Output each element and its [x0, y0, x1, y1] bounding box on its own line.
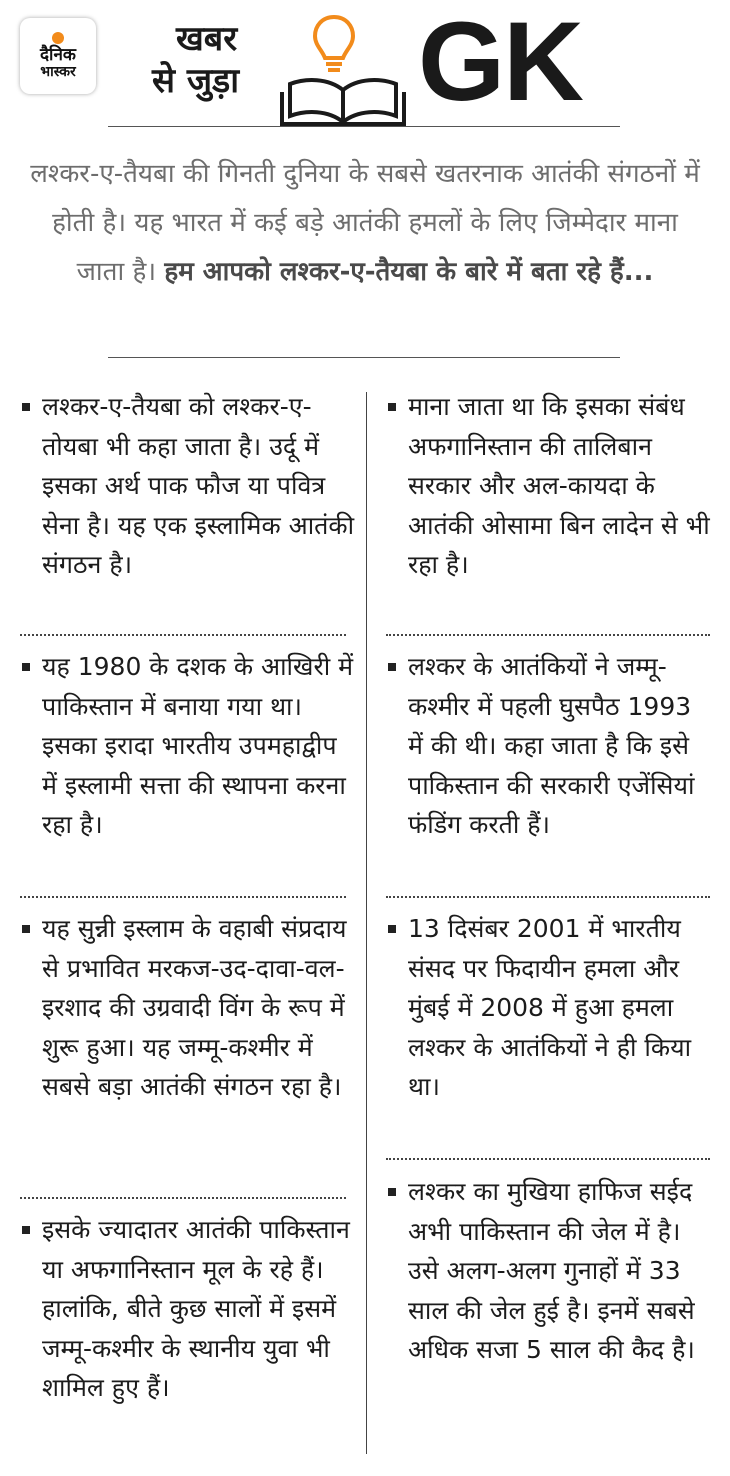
bullet-icon	[22, 925, 30, 933]
column-divider	[366, 392, 367, 1454]
fact-item-right-1	[386, 387, 711, 585]
dotted-separator	[386, 634, 710, 636]
logo-text-line2: भास्कर	[40, 64, 76, 80]
intro-rule	[108, 357, 620, 358]
header-title-line1: खबर	[176, 19, 238, 59]
logo-text-line1: दैनिक	[40, 45, 76, 65]
fact-item-left-2	[20, 647, 355, 845]
bullet-icon	[388, 663, 396, 671]
open-book-icon	[278, 76, 408, 128]
fact-text: लश्कर के आतंकियों ने जम्मू-कश्मीर में पहली घुसपैठ 1993 में की थी। कहा जाता है कि इसे पाकिस्तान की सरकारी एजेंसियां फंडिंग करती हैं।	[408, 652, 695, 839]
bullet-icon	[388, 1188, 396, 1196]
bullet-icon	[22, 663, 30, 671]
fact-item-left-1	[20, 387, 355, 585]
dotted-separator	[20, 1197, 346, 1199]
fact-item-right-2	[386, 647, 711, 845]
fact-text: इसके ज्यादातर आतंकी पाकिस्तान या अफगानिस्तान मूल के रहे हैं। हालांकि, बीते कुछ सालों में इसमें जम्मू-कश्मीर के स्थानीय युवा भी शामिल हुए हैं।	[42, 1215, 350, 1402]
dotted-separator	[20, 896, 346, 898]
header-title-line2: से जुड़ा	[152, 61, 240, 101]
bullet-icon	[22, 1226, 30, 1234]
intro-bold-text: हम आपको लश्कर-ए-तैयबा के बारे में बता रहे हैं...	[164, 257, 654, 287]
dotted-separator	[20, 634, 346, 636]
intro-text: लश्कर-ए-तैयबा की गिनती दुनिया के सबसे खतरनाक आतंकी संगठनों में होती है। यह भारत में कई बड़े आतंकी हमलों के लिए जिम्मेदार माना जाता है।	[30, 159, 700, 287]
fact-text: यह 1980 के दशक के आखिरी में पाकिस्तान में बनाया गया था। इसका इरादा भारतीय उपमहाद्वीप में इस्लामी सत्ता की स्थापना करना रहा है।	[42, 652, 354, 839]
fact-text: लश्कर का मुखिया हाफिज सईद अभी पाकिस्तान की जेल में है। उसे अलग-अलग गुनाहों में 33 साल की जेल हुई है। इनमें सबसे अधिक सजा 5 साल की कैद है।	[408, 1177, 695, 1364]
fact-text: यह सुन्नी इस्लाम के वहाबी संप्रदाय से प्रभावित मरकज-उद-दावा-वल-इरशाद की उग्रवादी विंग के रूप में शुरू हुआ। यह जम्मू-कश्मीर में सबसे बड़ा आतंकी संगठन रहा है।	[42, 914, 347, 1101]
fact-text: लश्कर-ए-तैयबा को लश्कर-ए-तोयबा भी कहा जाता है। उर्दू में इसका अर्थ पाक फौज या पवित्र सेना है। यह एक इस्लामिक आतंकी संगठन है।	[42, 392, 355, 579]
lightbulb-icon	[312, 14, 356, 80]
intro-paragraph	[28, 150, 702, 297]
header-title	[152, 18, 284, 102]
fact-text: 13 दिसंबर 2001 में भारतीय संसद पर फिदायीन हमला और मुंबई में 2008 में हुआ हमला लश्कर के आतंकियों ने ही किया था।	[408, 914, 692, 1101]
header-rule	[108, 126, 620, 127]
dotted-separator	[386, 1158, 710, 1160]
bullet-icon	[388, 403, 396, 411]
dainik-bhaskar-logo[interactable]	[20, 18, 96, 94]
fact-item-right-4	[386, 1172, 711, 1370]
fact-item-left-3	[20, 909, 355, 1107]
bullet-icon	[388, 925, 396, 933]
dotted-separator	[386, 896, 710, 898]
header-gk-title: GK	[418, 0, 582, 124]
fact-text: माना जाता था कि इसका संबंध अफगानिस्तान की तालिबान सरकार और अल-कायदा के आतंकी ओसामा बिन लादेन से भी रहा है।	[408, 392, 710, 579]
fact-item-right-3	[386, 909, 711, 1107]
fact-item-left-4	[20, 1210, 355, 1408]
sun-icon	[52, 32, 64, 44]
bullet-icon	[22, 403, 30, 411]
